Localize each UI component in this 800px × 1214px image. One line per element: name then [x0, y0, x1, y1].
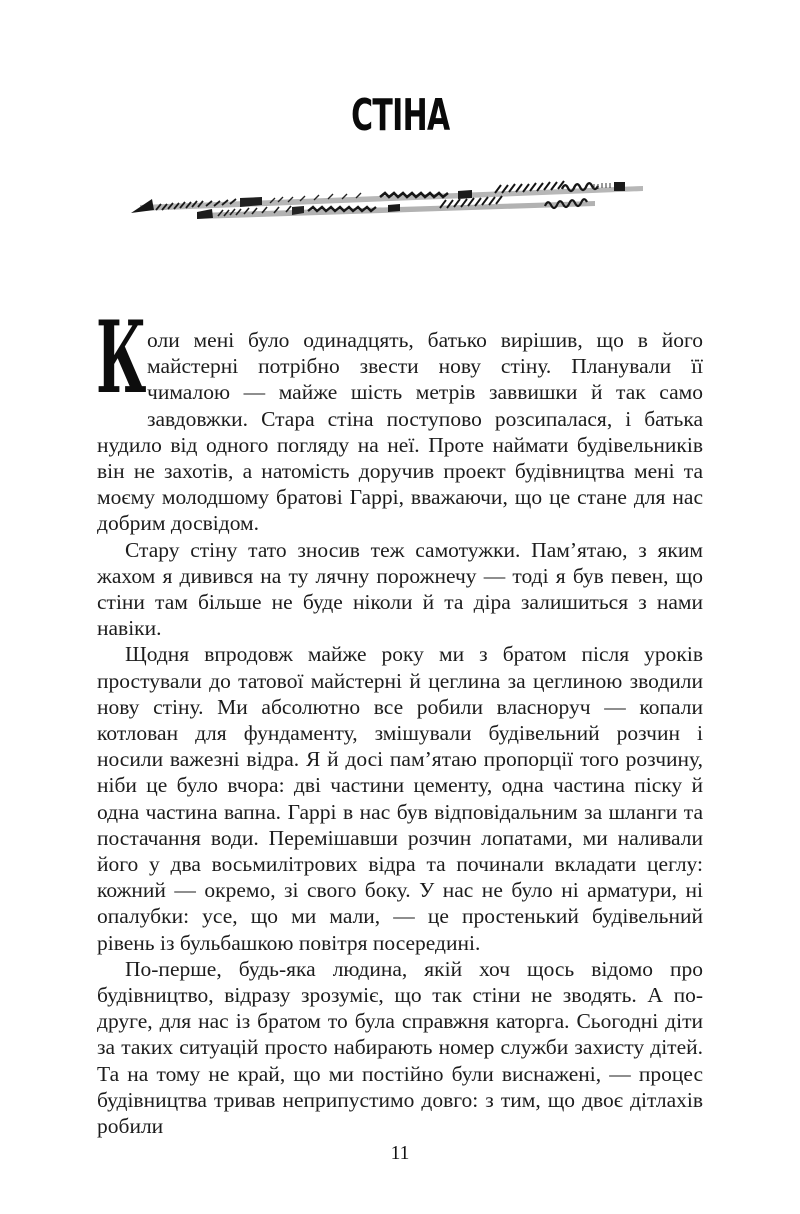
paragraph-text: По-перше, будь-яка людина, якій хоч щось відомо про будівництво, відразу зрозуміє, що так стіни не зводять. А по-друге, для нас із братом то була справжня каторга. Сьогодні діти за таких ситуацій просто набирають номер служби захисту дітей. Та на тому не край, що ми постійно були виснажені, — процес будівництва тривав неприпустимо довго: з тим, що двоє дітлахів робили	[97, 956, 703, 1139]
page-number: 11	[390, 1143, 410, 1164]
paragraph	[97, 537, 703, 642]
paragraph-text: Щодня впродовж майже року ми з братом після уроків простували до татової майстерні й цеглина за цеглиною зводили нову стіну. Ми абсолютно все робили власноруч — копали котлован для фундаменту, змішували будівельний розчин і носили важезні відра. Я й досі пам’ятаю пропорції того розчину, ніби це було вчора: дві частини цементу, одна частина піску й одна частина вапна. Гаррі в нас був відповідальним за шланги та постачання води. Перемішавши розчин лопатами, ми наливали його у два восьмилітрових відра та починали вкладати цеглу: кожний — окремо, зі свого боку. У нас не було ні арматури, ні опалубки: усе, що ми мали, — це простенький будівельний рівень із бульбашкою повітря посередині.	[97, 642, 703, 955]
paragraph	[97, 956, 703, 1139]
chapter-title-text: СТІНА	[350, 90, 450, 141]
chapter-text	[96, 300, 703, 1139]
paragraph	[97, 641, 703, 955]
pencil-scribble-divider-icon	[128, 180, 673, 222]
drop-cap	[96, 300, 147, 416]
paragraph	[96, 300, 703, 537]
drop-cap-letter: К	[96, 300, 147, 416]
paragraph-text: Стару стіну тато зносив теж самотужки. Пам’ятаю, з яким жахом я дивився на ту лячну порожнечу — тоді я був певен, що стіни там більше не буде ніколи й та діра залишиться з нами навіки.	[97, 537, 703, 641]
chapter-title	[0, 92, 800, 154]
paragraph-text: оли мені було одинадцять, батько вирішив, що в його майстерні потрібно звести нову стіну. Планували її чималою — майже шість метрів заввишки й так само завдовжки. Стара стіна поступово розсипалася, і батька нудило від одного погляду на неї. Проте наймати будівельників він не захотів, а натомість доручив проект будівництва мені та моєму молодшому братові Гаррі, вважаючи, що це стане для нас добрим досвідом.	[97, 328, 703, 536]
